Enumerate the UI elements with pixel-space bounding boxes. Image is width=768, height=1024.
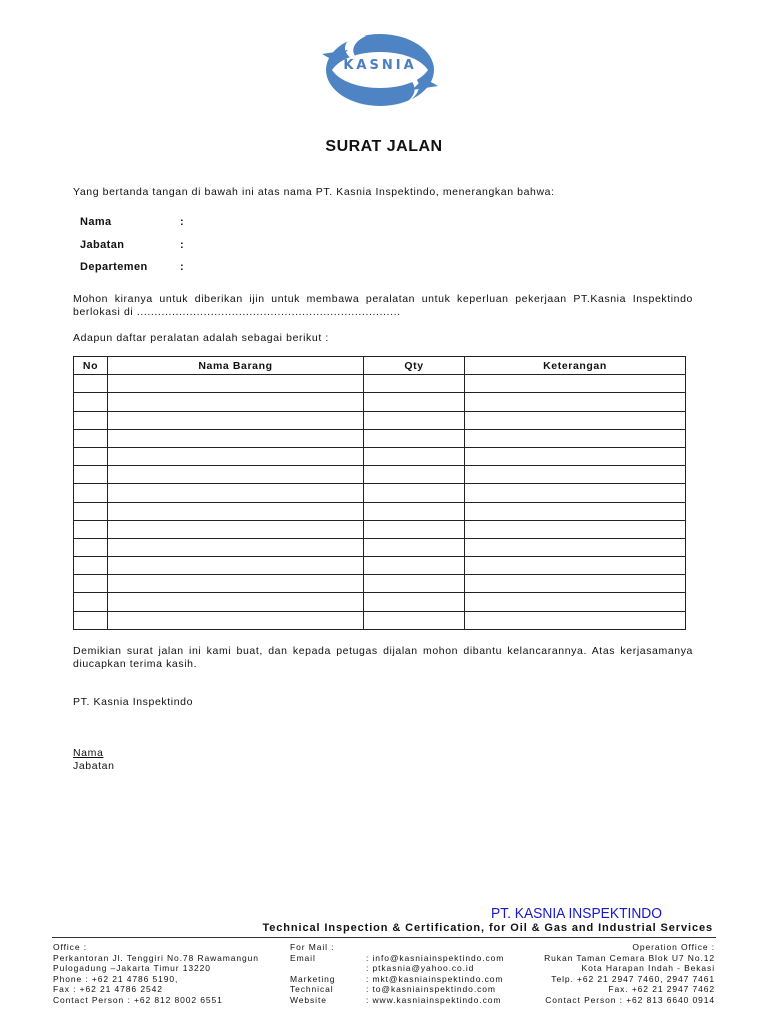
header-qty: Qty bbox=[364, 357, 465, 375]
table-row bbox=[74, 429, 686, 447]
table-cell bbox=[108, 375, 364, 393]
table-cell bbox=[74, 502, 108, 520]
table-cell bbox=[465, 520, 686, 538]
table-cell bbox=[364, 557, 465, 575]
signer-company: PT. Kasnia Inspektindo bbox=[73, 696, 194, 708]
footer-email-link[interactable]: : info@kasniainspektindo.com bbox=[366, 952, 505, 963]
table-cell bbox=[74, 375, 108, 393]
table-cell bbox=[465, 447, 686, 465]
table-row bbox=[74, 575, 686, 593]
table-cell bbox=[364, 375, 465, 393]
table-row bbox=[74, 393, 686, 411]
footer-mail-labels bbox=[290, 942, 335, 1005]
footer-email-link[interactable]: : ptkasnia@yahoo.co.id bbox=[366, 963, 475, 973]
footer-line: Contact Person : +62 812 8002 6551 bbox=[53, 994, 223, 1005]
table-cell bbox=[108, 520, 364, 538]
table-row bbox=[74, 520, 686, 538]
signature-name: Nama bbox=[73, 747, 104, 759]
table-cell bbox=[465, 502, 686, 520]
table-cell bbox=[74, 575, 108, 593]
footer-line: Telp. +62 21 2947 7460, 2947 7461 bbox=[551, 973, 715, 984]
table-cell bbox=[465, 393, 686, 411]
footer-line: Operation Office : bbox=[632, 942, 715, 952]
header-nama-barang: Nama Barang bbox=[108, 357, 364, 375]
closing-paragraph: Demikian surat jalan ini kami buat, dan kepada petugas dijalan mohon dibantu kelancarannya. Atas kerjasamanya diucapkan terima kasih. bbox=[73, 645, 693, 670]
field-colon: : bbox=[180, 239, 185, 251]
table-cell bbox=[465, 593, 686, 611]
table-cell bbox=[74, 411, 108, 429]
table-cell bbox=[465, 466, 686, 484]
table-cell bbox=[108, 393, 364, 411]
field-jabatan bbox=[80, 239, 185, 251]
footer-mail-values bbox=[366, 942, 504, 1005]
table-cell bbox=[74, 466, 108, 484]
table-cell bbox=[364, 484, 465, 502]
table-cell bbox=[465, 375, 686, 393]
table-cell bbox=[465, 575, 686, 593]
footer-line: Contact Person : +62 813 6640 0914 bbox=[545, 994, 715, 1005]
table-cell bbox=[108, 411, 364, 429]
table-cell bbox=[74, 447, 108, 465]
table-cell bbox=[108, 593, 364, 611]
table-cell bbox=[465, 538, 686, 556]
table-row bbox=[74, 557, 686, 575]
footer-line: Kota Harapan Indah - Bekasi bbox=[581, 963, 715, 973]
table-row bbox=[74, 447, 686, 465]
document-title: SURAT JALAN bbox=[325, 138, 443, 155]
items-table bbox=[73, 356, 686, 630]
header-keterangan: Keterangan bbox=[465, 357, 686, 375]
footer-company-name: PT. KASNIA INSPEKTINDO bbox=[491, 905, 663, 922]
footer-line bbox=[290, 963, 335, 974]
table-row bbox=[74, 502, 686, 520]
signature-position: Jabatan bbox=[73, 760, 115, 772]
footer-line: Office : bbox=[53, 942, 87, 952]
footer-line: Website bbox=[290, 994, 327, 1005]
field-colon: : bbox=[180, 261, 185, 273]
field-label: Nama bbox=[80, 216, 112, 228]
table-row bbox=[74, 611, 686, 629]
table-header-row bbox=[74, 357, 686, 375]
table-cell bbox=[465, 429, 686, 447]
request-paragraph: Mohon kiranya untuk diberikan ijin untuk membawa peralatan untuk keperluan pekerjaan PT.Kasnia Inspektindo berlokasi di ........................................................................... bbox=[73, 293, 693, 318]
footer-line: Rukan Taman Cemara Blok U7 No.12 bbox=[544, 952, 715, 963]
table-row bbox=[74, 484, 686, 502]
table-cell bbox=[364, 393, 465, 411]
logo-text: KASNIA bbox=[343, 58, 417, 73]
table-row bbox=[74, 411, 686, 429]
field-label: Departemen bbox=[80, 261, 148, 273]
footer-office bbox=[53, 942, 259, 1005]
footer-tagline: Technical Inspection & Certification, for Oil & Gas and Industrial Services bbox=[262, 922, 713, 934]
footer-line: Technical bbox=[290, 984, 334, 994]
table-cell bbox=[108, 557, 364, 575]
header-no: No bbox=[74, 357, 108, 375]
footer-email-link[interactable]: : mkt@kasniainspektindo.com bbox=[366, 973, 504, 984]
table-cell bbox=[465, 557, 686, 575]
footer-line: Pulogadung –Jakarta Timur 13220 bbox=[53, 963, 211, 973]
table-cell bbox=[364, 447, 465, 465]
table-cell bbox=[364, 411, 465, 429]
table-cell bbox=[465, 611, 686, 629]
footer-website-link[interactable]: : www.kasniainspektindo.com bbox=[366, 994, 502, 1005]
table-cell bbox=[108, 429, 364, 447]
table-cell bbox=[108, 575, 364, 593]
footer-line: Fax : +62 21 4786 2542 bbox=[53, 984, 163, 994]
footer-line: Marketing bbox=[290, 973, 336, 984]
table-cell bbox=[108, 447, 364, 465]
table-row bbox=[74, 375, 686, 393]
table-cell bbox=[74, 393, 108, 411]
table-row bbox=[74, 466, 686, 484]
table-cell bbox=[108, 466, 364, 484]
table-cell bbox=[108, 502, 364, 520]
table-cell bbox=[364, 611, 465, 629]
table-row bbox=[74, 538, 686, 556]
table-cell bbox=[108, 538, 364, 556]
table-cell bbox=[74, 611, 108, 629]
table-cell bbox=[74, 520, 108, 538]
table-cell bbox=[108, 484, 364, 502]
footer-operation-office bbox=[544, 942, 715, 1005]
footer-line: Phone : +62 21 4786 5190, bbox=[53, 973, 179, 984]
table-cell bbox=[364, 520, 465, 538]
table-cell bbox=[465, 411, 686, 429]
table-cell bbox=[108, 611, 364, 629]
table-cell bbox=[364, 429, 465, 447]
table-cell bbox=[74, 557, 108, 575]
list-intro-text: Adapun daftar peralatan adalah sebagai berikut : bbox=[73, 332, 329, 344]
table-cell bbox=[364, 466, 465, 484]
footer-line: Fax. +62 21 2947 7462 bbox=[608, 984, 715, 994]
footer-line: Email bbox=[290, 952, 316, 963]
company-logo bbox=[318, 32, 442, 108]
field-colon: : bbox=[180, 216, 185, 228]
intro-text: Yang bertanda tangan di bawah ini atas nama PT. Kasnia Inspektindo, menerangkan bahwa: bbox=[73, 186, 555, 198]
footer-line bbox=[366, 942, 504, 953]
footer-divider bbox=[52, 937, 716, 938]
table-cell bbox=[364, 502, 465, 520]
table-cell bbox=[364, 575, 465, 593]
footer-email-link[interactable]: : to@kasniainspektindo.com bbox=[366, 984, 496, 994]
table-cell bbox=[74, 484, 108, 502]
field-nama bbox=[80, 216, 185, 228]
footer-line: For Mail : bbox=[290, 942, 335, 952]
field-departemen bbox=[80, 261, 185, 273]
field-label: Jabatan bbox=[80, 239, 125, 251]
table-cell bbox=[364, 538, 465, 556]
table-cell bbox=[465, 484, 686, 502]
table-cell bbox=[74, 593, 108, 611]
footer-line: Perkantoran Jl. Tenggiri No.78 Rawamangun bbox=[53, 952, 259, 963]
table-row bbox=[74, 593, 686, 611]
table-cell bbox=[74, 538, 108, 556]
table-cell bbox=[364, 593, 465, 611]
table-cell bbox=[74, 429, 108, 447]
